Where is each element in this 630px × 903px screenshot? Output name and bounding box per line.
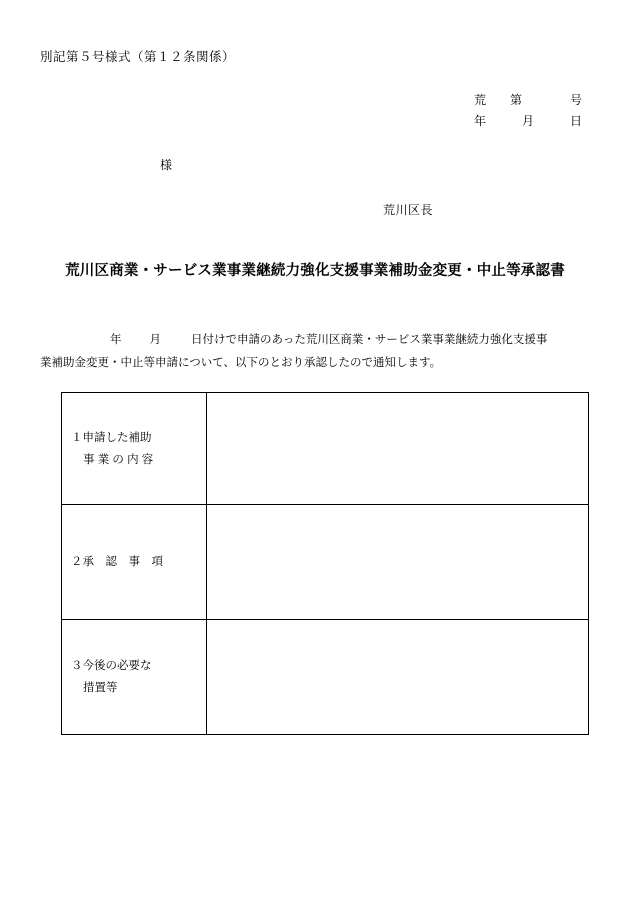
page-title: 荒川区商業・サービス業事業継続力強化支援事業補助金変更・中止等承認書 [65,263,565,279]
body-paragraph [40,329,590,375]
form-number: 別記第５号様式（第１２条関係） [40,50,236,64]
document-meta [474,90,582,132]
table-row-label-line2: 措置等 [83,682,118,694]
table-row-label-line1: ２承 認 事 項 [71,556,163,568]
body-date-year: 年 [110,334,122,346]
table-row [62,620,589,735]
table-row-label [62,620,207,735]
document-date-line: 年 月 日 [473,114,582,128]
table-row-label-line2: 事 業 の 内 容 [83,453,154,466]
addressee-label: 様 [160,158,173,172]
table-row-value[interactable] [207,620,589,735]
table-row-label [62,505,207,620]
approval-table [61,392,589,735]
table-row-value[interactable] [207,505,589,620]
table-row-label [62,393,207,505]
body-date-month: 月 [149,334,161,346]
table-row-label-line1: １申請した補助 [71,431,152,444]
body-line1-rest: 日付けで申請のあった荒川区商業・サービス業事業継続力強化支援事 [191,334,548,346]
table-row-value[interactable] [207,393,589,505]
table-row-label-line1: ３今後の必要な [71,660,152,672]
issuer-name: 荒川区長 [383,203,434,217]
table-row [62,393,589,505]
document-number-line: 荒 第 号 [473,93,582,107]
body-line2: 業補助金変更・中止等申請について、以下のとおり承認したので通知します。 [40,357,442,369]
table-row [62,505,589,620]
